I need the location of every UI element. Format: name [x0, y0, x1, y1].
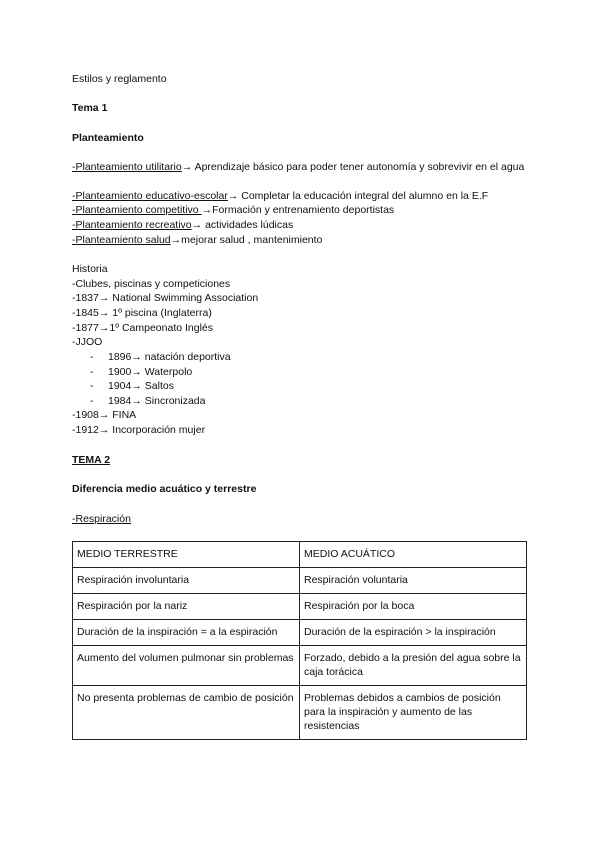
table-cell: Duración de la inspiración = a la espiración: [73, 620, 300, 646]
table-row: [73, 594, 527, 620]
table-cell: No presenta problemas de cambio de posición: [73, 686, 300, 740]
table-cell: Aumento del volumen pulmonar sin problemas: [73, 646, 300, 686]
jjoo-item: [90, 379, 174, 393]
planteamiento-item: [72, 218, 293, 232]
historia-item: -Clubes, piscinas y competiciones: [72, 278, 231, 290]
jjoo-item: [90, 350, 231, 364]
table-header-cell: MEDIO ACUÁTICO: [300, 542, 527, 568]
jjoo-item-text: 1896→ natación deportiva: [108, 351, 231, 363]
planteamiento-label: -Planteamiento educativo-escolar: [72, 190, 228, 202]
document-heading: Estilos y reglamento: [72, 73, 167, 85]
planteamiento-desc: → Completar la educación integral del alumno en la E.F: [227, 190, 489, 202]
historia-item: -1837→ National Swimming Association: [72, 292, 259, 304]
planteamiento-label: -Planteamiento salud: [72, 234, 171, 246]
planteamiento-label: -Planteamiento utilitario: [72, 161, 182, 173]
planteamiento-desc: →Formación y entrenamiento deportistas: [201, 204, 395, 216]
table-header-row: [73, 542, 527, 568]
planteamiento-item: [72, 233, 322, 247]
planteamiento-item: [72, 160, 528, 174]
table-cell: Respiración voluntaria: [300, 568, 527, 594]
table-cell: Respiración involuntaria: [73, 568, 300, 594]
table-header-cell: MEDIO TERRESTRE: [73, 542, 300, 568]
planteamiento-label: -Planteamiento recreativo: [72, 219, 192, 231]
historia-item: -1908→ FINA: [72, 409, 137, 421]
historia-heading: Historia: [72, 263, 108, 275]
historia-item: -1912→ Incorporación mujer: [72, 424, 206, 436]
comparison-table: [72, 541, 527, 740]
historia-item: -1877→1º Campeonato Inglés: [72, 322, 214, 334]
bullet-dash: -: [90, 351, 94, 363]
respiracion-heading: -Respiración: [72, 513, 131, 525]
table-cell: Duración de la espiración > la inspiración: [300, 620, 527, 646]
planteamiento-item: [72, 203, 394, 217]
table-row: [73, 568, 527, 594]
jjoo-item-text: 1984→ Sincronizada: [108, 395, 206, 407]
historia-item: -1845→ 1º piscina (Inglaterra): [72, 307, 212, 319]
jjoo-item-text: 1900→ Waterpolo: [108, 366, 193, 378]
table-cell: Respiración por la nariz: [73, 594, 300, 620]
historia-item: -JJOO: [72, 336, 103, 348]
bullet-dash: -: [90, 395, 94, 407]
jjoo-item: [90, 394, 205, 408]
diferencia-heading: Diferencia medio acuático y terrestre: [72, 483, 257, 495]
jjoo-item: [90, 365, 192, 379]
bullet-dash: -: [90, 380, 94, 392]
table-cell: Problemas debidos a cambios de posición para la inspiración y aumento de las resistencias: [300, 686, 527, 740]
table-row: [73, 620, 527, 646]
planteamiento-label: -Planteamiento competitivo: [72, 204, 202, 216]
tema2-heading: TEMA 2: [72, 454, 111, 466]
jjoo-item-text: 1904→ Saltos: [108, 380, 174, 392]
planteamiento-heading: Planteamiento: [72, 132, 144, 144]
planteamiento-desc: → actividades lúdicas: [191, 219, 294, 231]
table-cell: Respiración por la boca: [300, 594, 527, 620]
planteamiento-desc: →mejorar salud , mantenimiento: [170, 234, 323, 246]
planteamiento-desc: → Aprendizaje básico para poder tener autonomía y sobrevivir en el agua: [181, 161, 525, 173]
bullet-dash: -: [90, 366, 94, 378]
planteamiento-item: [72, 189, 488, 203]
table-row: [73, 646, 527, 686]
table-cell: Forzado, debido a la presión del agua sobre la caja torácica: [300, 646, 527, 686]
table-row: [73, 686, 527, 740]
tema1-heading: Tema 1: [72, 102, 108, 114]
